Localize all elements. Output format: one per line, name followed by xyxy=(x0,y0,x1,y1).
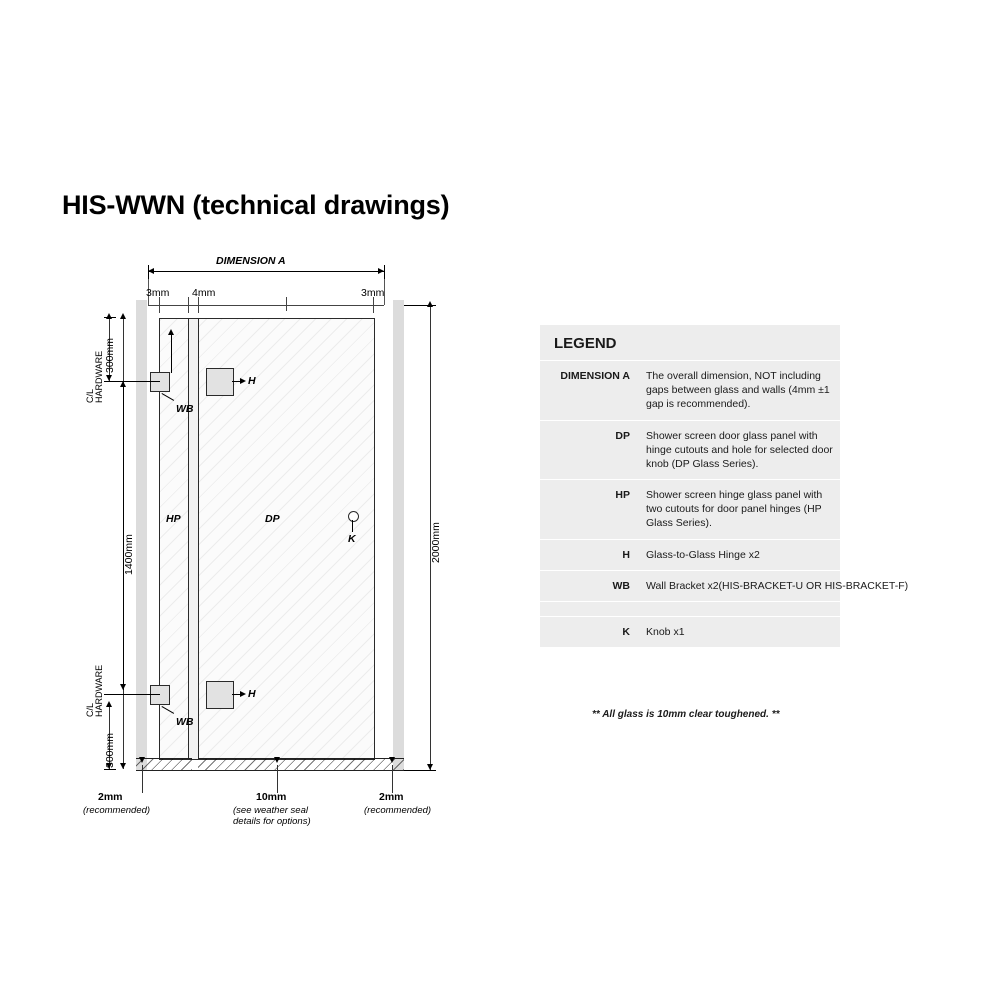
left-1400-arrow-down xyxy=(120,684,126,690)
legend-title: LEGEND xyxy=(540,325,840,361)
legend-key-hp: HP xyxy=(615,489,630,502)
left-dim-arrow-top xyxy=(120,313,126,319)
dimension-a-label: DIMENSION A xyxy=(216,255,286,267)
cl-hardware-bottom: C/L HARDWARE xyxy=(85,664,105,717)
label-hp: HP xyxy=(166,513,181,525)
top-tick-1 xyxy=(159,297,160,313)
legend-value-k: Knob x1 xyxy=(646,625,685,638)
left-300-bottom-arrow-up xyxy=(106,701,112,707)
legend-row-dimension-a xyxy=(540,361,840,421)
legend-value-wb: Wall Bracket x2(HIS-BRACKET-U OR HIS-BRACKET-F) xyxy=(646,579,909,592)
label-h-bottom: H xyxy=(248,688,256,700)
left-300-top-tick-b xyxy=(104,381,160,382)
label-h-top: H xyxy=(248,375,256,387)
technical-drawing xyxy=(80,245,500,845)
bottom-center-gap: 10mm xyxy=(256,791,287,803)
cl-hardware-top: C/L HARDWARE xyxy=(85,350,105,403)
bottom-left-arrow xyxy=(139,757,145,763)
legend-row-hp xyxy=(540,480,840,540)
wall-left xyxy=(136,300,147,770)
wall-bracket-top xyxy=(150,372,170,392)
floor-hatch-right xyxy=(198,759,404,770)
legend-row-k xyxy=(540,617,840,647)
bottom-right-leader xyxy=(392,765,393,793)
bottom-right-gap-note: (recommended) xyxy=(364,805,432,816)
left-300-bottom-tick-b xyxy=(104,769,116,770)
top-tick-center xyxy=(286,297,287,311)
hinge-top xyxy=(206,368,234,396)
dimension-a-line xyxy=(148,271,384,272)
legend-row-dp xyxy=(540,421,840,481)
top-gap-4mm: 4mm xyxy=(192,287,216,299)
label-k: K xyxy=(348,533,356,545)
legend-row-wb xyxy=(540,571,909,602)
bottom-left-gap: 2mm xyxy=(98,791,123,803)
hp-top-arrow-line xyxy=(171,333,172,373)
left-300-bottom-label: 300mm xyxy=(104,732,116,768)
top-tick-3 xyxy=(198,297,199,313)
bottom-center-leader xyxy=(277,765,278,793)
wall-bracket-bottom xyxy=(150,685,170,705)
floor-baseline xyxy=(136,770,404,771)
legend-key-h: H xyxy=(622,548,630,561)
legend-value-dp: Shower screen door glass panel with hinge cutouts and hole for selected door knob (DP Glass Series). xyxy=(646,429,833,470)
legend-key-k: K xyxy=(622,625,630,638)
legend-note: ** All glass is 10mm clear toughened. ** xyxy=(592,709,780,720)
bottom-right-gap: 2mm xyxy=(379,791,404,803)
hinge-bottom-arrow xyxy=(240,691,246,697)
legend-key-dimension-a: DIMENSION A xyxy=(560,370,630,382)
top-gap-3mm-left: 3mm xyxy=(146,287,170,299)
left-300-top-label: 300mm xyxy=(104,337,116,373)
top-tick-2 xyxy=(188,297,189,313)
right-dim-arrow-up xyxy=(427,301,433,307)
hinge-bottom xyxy=(206,681,234,709)
label-wb-bottom: WB xyxy=(176,716,194,728)
knob-leader xyxy=(352,520,353,532)
bottom-center-arrow xyxy=(274,757,280,763)
page-title: HIS-WWN (technical drawings) xyxy=(62,190,450,220)
bottom-center-gap-note: (see weather seal details for options) xyxy=(233,805,311,828)
legend-key-dp: DP xyxy=(615,429,630,442)
legend-key-wb: WB xyxy=(612,579,630,592)
left-1400-label: 1400mm xyxy=(123,534,135,575)
left-300-bottom-tick-a xyxy=(104,694,160,695)
hinge-top-arrow xyxy=(240,378,246,384)
right-dim-label: 2000mm xyxy=(430,522,442,563)
legend-row-h xyxy=(540,540,840,571)
wall-right xyxy=(393,300,404,770)
label-dp: DP xyxy=(265,513,280,525)
left-300-top-arrow-up xyxy=(106,313,112,319)
right-dim-tick-bottom xyxy=(404,770,436,771)
label-wb-top: WB xyxy=(176,403,194,415)
bottom-right-arrow xyxy=(389,757,395,763)
left-1400-arrow-up xyxy=(120,381,126,387)
left-dim-arrow-bottom xyxy=(120,763,126,769)
legend-row-spacer xyxy=(540,602,840,617)
top-gap-baseline xyxy=(148,305,384,306)
bottom-left-leader xyxy=(142,765,143,793)
top-gap-3mm-right: 3mm xyxy=(361,287,385,299)
top-tick-4 xyxy=(373,297,374,313)
dimension-a-tick-right xyxy=(384,265,385,279)
bottom-left-gap-note: (recommended) xyxy=(83,805,151,816)
dimension-a-tick-left xyxy=(148,265,149,279)
legend-value-h: Glass-to-Glass Hinge x2 xyxy=(646,548,760,561)
knob-icon xyxy=(348,511,359,522)
legend-panel xyxy=(540,325,909,647)
left-300-top-tick-a xyxy=(104,317,116,318)
hp-top-arrow-head xyxy=(168,329,174,335)
legend-value-hp: Shower screen hinge glass panel with two cutouts for door panel hinges (HP Glass Series). xyxy=(646,489,823,530)
legend-value-dimension-a: The overall dimension, NOT including gaps between glass and walls (4mm ±1 gap is recommended). xyxy=(646,370,830,411)
right-dim-tick-top xyxy=(404,305,436,306)
